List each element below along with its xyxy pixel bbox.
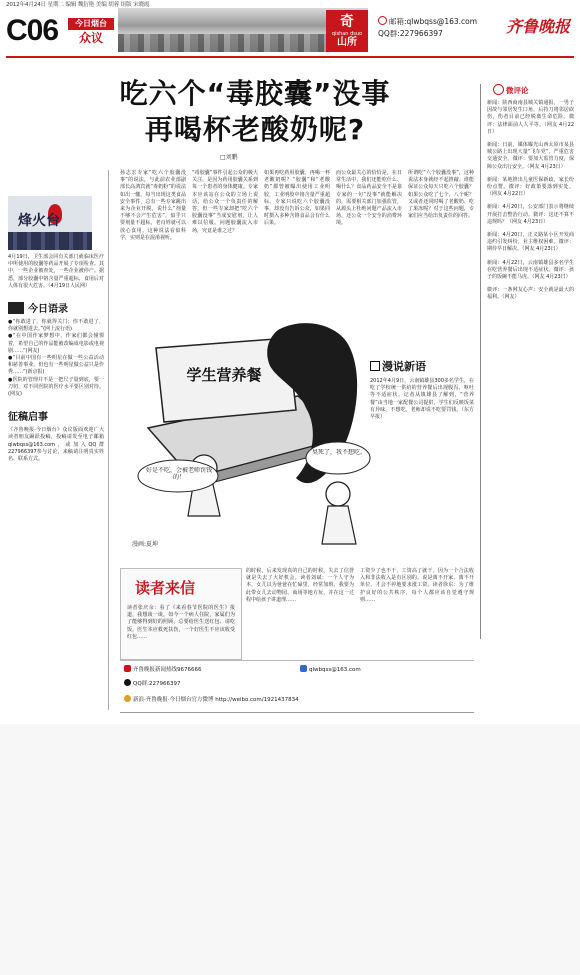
article-text-5: 所谓吃“六个胶囊没事”，这种说法本身就经不起推敲。谁能保证公众每天只吃六个胶囊？如果公众吃了七个、八个呢？又或者还同时喝了老酸奶、吃了果冻呢？对于这些问题，专家们应当给出负责任的回答。 [408, 170, 474, 220]
reader-col-1: 读者张庆余：看了《来看春节医院的医生》报道，我想谈一谈。如今一个病人住院，家属们为了能够得到好的照顾，总要给医生送红包、请吃饭。医生本应救死扶伤，一个好医生不应该收受红包…… [127, 605, 235, 640]
lunch-label: 学生营养餐 [186, 366, 262, 384]
logo-name: 山所 [337, 37, 357, 48]
weiping-item-1: 新闻：陕西商南县城关镇通报，一男子因故与邻居发生口角，后持刀将邻居砍伤，伤者目前已经脱离生命危险。微评：法律面前人人平等。（网友 4月22日） [487, 100, 574, 135]
brand-name: 齐鲁晚报 [505, 17, 570, 36]
manhua-section [370, 358, 474, 421]
article-text-2: “毒胶囊”事件引起公众的极大关注，是因为药用胶囊关系到每一个患者的身体健康。专家本应该站在公众的立场上说话，给公众一个负责任的解答，但一些专家却把“吃六个胶囊没事”当成安慰剂，让人难以信服。问题胶囊流入市场，究竟是谁之过？ [192, 170, 258, 234]
comment-icon [493, 84, 504, 95]
weibo-icon [124, 695, 131, 702]
bubble-right-text: 臭死了，我不想吃。 [312, 449, 366, 456]
today-quotes-label: 今日语录 [28, 304, 68, 316]
email-icon [378, 16, 387, 25]
reader-letters-box [120, 568, 242, 660]
weiping-item-6: 新闻：4月22日，云南镇雄县多名学生在吃营养餐后出现不适症状。微评：孩子的饭碗不能马虎。（网友 4月23日） [487, 259, 574, 281]
quote-3: ●“目前中国有一些明星在做一些公益活动和慈善事业，但也有一些明星做公益只是作秀……”(新京报) [8, 355, 104, 376]
contact-hotline: 齐鲁晚报新闻热线9676666 [133, 667, 202, 673]
email-value: qlwbqss@163.com [406, 17, 478, 26]
contact-weibo-url[interactable]: http://weibo.com/1921437834 [215, 697, 299, 703]
weiping-item-7: 微评：一条网友心声：安全就是最大的福利。（网友） [487, 287, 574, 301]
quote-2: ●“在中国作家梦想中，作家们都会憧憬着，希望自己的作品能被改编成电影或电视剧……”(网友) [8, 333, 104, 354]
header-contact [378, 16, 477, 40]
today-quotes-head [8, 300, 104, 315]
page-code: C06 [6, 14, 59, 47]
weiping-item-3: 新闻：某地推出儿童医保新政，家长纷纷点赞。微评：好政策要落到实处。（网友 4月22日） [487, 176, 574, 198]
reader-title: 读者来信 [135, 579, 196, 597]
weipinglun-title: 微评论 [506, 86, 529, 95]
manhua-head [370, 358, 474, 374]
byline: □刘鹏 [220, 154, 238, 161]
bubble-left-fo [144, 467, 214, 489]
reader-title-graphic [135, 577, 225, 599]
qq-icon [124, 679, 131, 686]
quote-4: ●医院的管理并不是一把尺子量到底，要一刀切，对不同医院的医疗水平要区别对待。(网友) [8, 376, 104, 398]
article-col-3 [264, 170, 330, 228]
email-label: 邮箱: [389, 17, 407, 26]
article-text-3: 如果再吃药用胶囊，再喝一杯老酸奶呢？“胶囊”和“老酸奶”都曾被曝出使用工业明胶，工业明胶中铬含量严重超标。专家只说吃六个胶囊没事，却没有告诉公众，如果同时摄入多种含铬食品会有什么后果。 [264, 170, 330, 227]
fire-label: 烽火台 [18, 213, 60, 229]
qishansuo-logo [326, 10, 368, 52]
header-rule [6, 56, 574, 58]
reader-col-2: 的时候，后来发现真的自己的时候，失去了信誉就是失去了大好机会。读者刘斌：一个人守为本，女儿以为爸爸在忙碌里，经常加班，我要为此带女儿去动物园、商场等地方玩，并在这一过程中给孩子讲道理…… [246, 568, 354, 603]
section-top: 今日烟台 [68, 18, 114, 30]
article-col-2 [192, 170, 258, 235]
left-sidebar [8, 254, 104, 463]
bubble-right-fo [312, 449, 366, 471]
weipinglun-head [493, 84, 574, 96]
headline-line2: 再喝杯老酸奶呢? [144, 113, 366, 146]
reader-col-3: 工资少了也不干，工资高了就干。因为一个合法收入和非法收入是有区别的。说是离不开家，离不开单位，才会不停地要求涨工资。读者徐东：为了维护良好的公共秩序，每个人都应该自觉遵守规则…… [360, 568, 474, 603]
weiping-item-2: 新闻：日前，媒体曝光山西太原市某县城公路上出现大量“飞车党”，严重危害交通安全。微评：要加大监管力度，保障公众出行安全。（网友 4月23日） [487, 142, 574, 170]
email-icon [300, 665, 307, 672]
section-name: 众议 [78, 31, 103, 45]
contact-qq: QQ群:227966397 [133, 681, 181, 687]
weipinglun-column [480, 84, 574, 639]
contact-band [120, 660, 474, 711]
reader-col-2-wrap [246, 568, 354, 604]
article-col-5 [408, 170, 474, 220]
fire-tower-graphic [8, 196, 92, 250]
qq-label: QQ群: [378, 29, 400, 38]
left-divider [108, 170, 109, 710]
manhua-text: 2012年4月9日，云南镇雄县300多名学生，在吃了学校统一供给的营养餐后出现腹泻、呕吐等不适症状。记者从镇雄县了解到，“营养餐”由当地一家配餐公司提供，学生们反映饭菜有异味，不想吃。老师却说不吃要罚钱。（东方早报） [370, 378, 474, 421]
article-text-1: 孙志宏专家“吃六个胶囊没事”的说法，与此前农业部副部长高鸿宾就“毒奶粉”的说法如出一辙。每当出现这类食品安全事件，总有一些专家跳出来为企业开脱，说什么“剂量不够不会产生危害”，似乎只要剂量不超标，老百姓就可以放心食用。这种说法看似科学，实则是在混淆视听。 [120, 170, 186, 241]
reader-col-3-wrap [360, 568, 474, 604]
logo-char: 奇 [340, 14, 354, 30]
weiping-item-5: 新闻：4月20日，正义路某小区开发商违约引发纠纷，业主维权困难。微评：期待早日解决。（网友 4月23日） [487, 232, 574, 253]
comic-credit: 漫画:夏坤 [132, 541, 159, 548]
comic-illustration [128, 318, 374, 552]
logo-pinyin: qishan dsuo [331, 31, 363, 37]
zhenggao-head [8, 408, 104, 423]
phone-icon [124, 665, 131, 672]
qq-value: 227966397 [399, 29, 443, 38]
article-col-4 [336, 170, 402, 228]
page-header [6, 0, 574, 58]
book-icon [8, 302, 24, 314]
manhua-head-label: 漫说新语 [382, 360, 426, 373]
quote-1: ●“你敢进了，你就得关门；你不敢进了，你就别想进去。”(网上流行语) [8, 319, 104, 333]
headline [40, 76, 470, 148]
kid-head-right [326, 482, 350, 506]
city-silhouette [8, 232, 92, 250]
intro-text: 4月19日，卫生部会同有关部门就临床医疗中所使用的胶囊等药品开展了专项检查。其中，一些企业被查处，一些企业被停产。据悉，部分胶囊中铬含量严重超标，食用后对人体有很大危害。（4月19日人民网） [8, 254, 104, 289]
zhenggao-text: 《齐鲁晚报·今日烟台》众议版面欢迎广大读者朋友踊跃投稿，投稿请发至电子邮箱qlwbqss@163.com，或加入QQ群227966397参与讨论，来稿请注明真实姓名、联系方式。 [8, 427, 104, 463]
contact-weibo-label: 新浪·齐鲁晚报·今日烟台官方微博 [133, 697, 214, 703]
page-lower-margin [0, 724, 580, 975]
contact-email: qlwbqss@163.com [309, 667, 361, 673]
date-line: 2012年4月24日 星期二 编辑 魏衍艳 美编 胡蓉 组版 宋晓霞 [6, 2, 150, 8]
article-col-1 [120, 170, 186, 242]
square-icon [370, 361, 380, 371]
weiping-item-4: 新闻：4月20日，公安部门表示将继续开展打击整治行动。微评：这还不算不违规吗？（网友 4月23日） [487, 204, 574, 225]
bubble-left-text: 好是不吃，会被老师罚钱的！ [145, 467, 212, 481]
zhenggao-label: 征稿启事 [8, 412, 48, 424]
bottom-rule [120, 712, 474, 713]
section-tag [68, 18, 114, 48]
headline-line1: 吃六个“毒胶囊”没事 [119, 77, 391, 110]
article-text-4: 而公众最关心的恰恰是，在日常生活中，我们还能吃什么、喝什么？食品药品安全不是靠专家的一句“没事”就能解决的，需要相关部门加强监管，从源头上杜绝问题产品流入市场，还公众一个安全的消费环境。 [336, 170, 402, 227]
